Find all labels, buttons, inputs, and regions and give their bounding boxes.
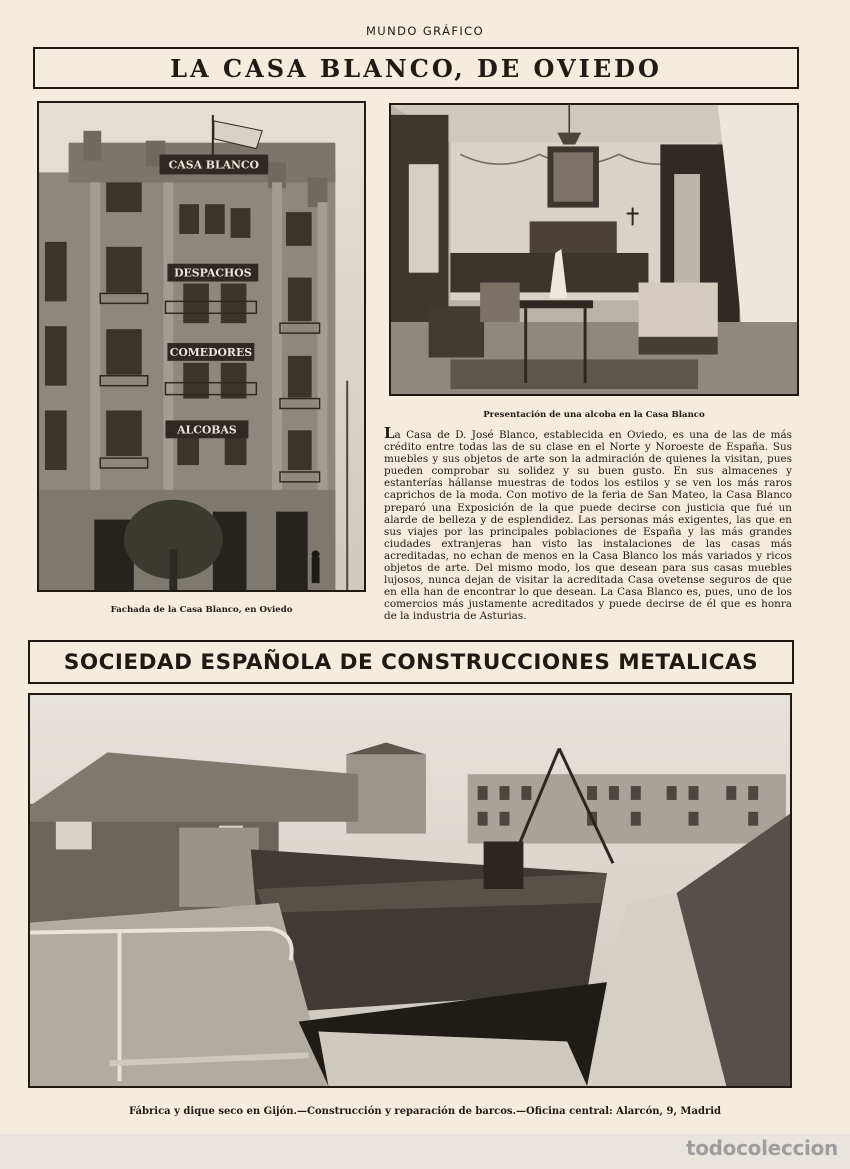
sign-casa-blanco: CASA BLANCO [168,158,260,172]
top-headline: LA CASA BLANCO, DE OVIEDO [170,53,662,83]
article-body: a Casa de D. José Blanco, establecida en Oviedo, es una de las de más crédito entre todas las de su clase en el Norte y Noroeste de España. Sus muebles y sus objetos de arte son la admiración de quienes la visitan, pues pueden comprobar su solidez y su buen gusto. En sus almacenes y estanterías hállanse muestras de todos los estilos y se ven los más raros caprichos de la moda. Con motivo de la feria de San Mateo, la Casa Blanco preparó una Exposición de la que puede decirse con justicia que fué un alarde de belleza y de esplendidez. Las personas más exigentes, las que en sus viajes por las principales poblaciones de España y las más grandes ciudades extranjeras han visto las instalaciones de las casas más acreditadas, no echan de menos en la Casa Blanco los más variados y ricos objetos de arte. Del mismo modo, los que desean para sus casas muebles lujosos, nunca dejan de visitar la acreditada Casa ovetense seguros de que en ella han de encontrar lo que desean. La Casa Blanco es, pues, uno de los comercios más justamente acreditados y puede decirse de él que es honra de la industria de Asturias. [384,429,792,623]
bottom-headline: SOCIEDAD ESPAÑOLA DE CONSTRUCCIONES METALICAS [63,649,759,675]
facade-illustration [39,103,364,590]
dock-caption: Fábrica y dique seco en Gijón.—Construcción y reparación de barcos.—Oficina central: Alarcón, 9, Madrid [128,1106,722,1117]
sign-alcobas: ALCOBAS [177,423,237,437]
bottom-headline-box [28,640,794,684]
watermark-logo: todocoleccion [685,1136,838,1160]
sign-comedores: COMEDORES [169,345,253,359]
bedroom-photo [389,103,799,396]
sign-despachos: DESPACHOS [174,266,252,280]
article-dropcap: L [384,424,395,442]
publication-name: MUNDO GRÁFICO [365,24,485,38]
dock-photo [28,693,792,1088]
facade-photo [37,101,366,592]
facade-caption: Fachada de la Casa Blanco, en Oviedo [110,605,293,615]
bedroom-illustration [391,105,797,394]
top-headline-box [33,47,799,89]
bedroom-caption: Presentación de una alcoba en la Casa Blanco [483,410,705,420]
dock-illustration [30,695,790,1086]
article-text [384,424,792,623]
